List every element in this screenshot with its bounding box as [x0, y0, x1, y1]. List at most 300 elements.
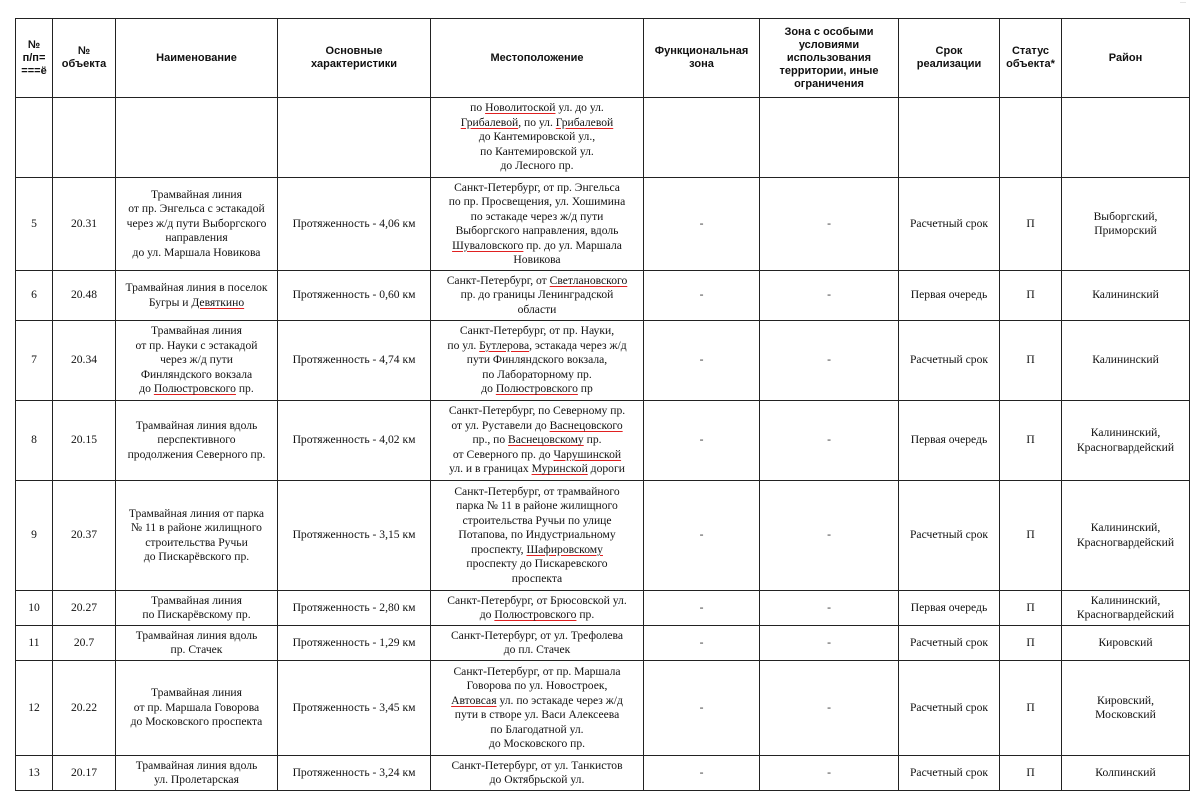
text-fragment: Санкт-Петербург, по Северному пр. — [448, 404, 626, 418]
header-line: № — [27, 38, 41, 51]
cell-status — [1000, 756, 1062, 791]
line — [433, 404, 641, 419]
line: Калининский, — [1090, 521, 1161, 534]
header-characteristics — [278, 19, 431, 98]
header-line: Наименование — [156, 51, 237, 64]
table-row — [16, 321, 1190, 401]
header-row-number — [16, 19, 53, 98]
cell-status-text: П — [1026, 288, 1035, 302]
spellcheck-flagged-word: Муринской — [531, 462, 588, 476]
cell-num-text: 11 — [28, 635, 40, 649]
header-location — [431, 19, 644, 98]
cell-chars — [278, 481, 431, 591]
cell-num-text: 7 — [31, 353, 37, 367]
text-fragment: проспекту до Пискаревского — [466, 557, 608, 571]
table-row — [16, 481, 1190, 591]
header-line: Срок — [935, 45, 963, 57]
header-line: Зона с особыми — [784, 25, 874, 38]
cell-status-text: П — [1026, 765, 1035, 779]
text-fragment: пути Финляндского вокзала, — [466, 353, 608, 367]
cell-term-text: Первая очередь — [910, 600, 988, 614]
cell-location — [431, 756, 644, 791]
cell-term-text: Расчетный срок — [909, 700, 989, 714]
line: перспективного — [157, 433, 236, 447]
text-fragment: до Московского пр. — [488, 737, 586, 750]
header-object-number — [53, 19, 116, 98]
cell-location — [431, 321, 644, 401]
cell-location — [431, 401, 644, 481]
cell-func-zone — [644, 661, 760, 756]
text-fragment: Санкт-Петербург, от ул. Танкистов — [451, 758, 623, 772]
line — [433, 665, 641, 680]
cell-term — [899, 321, 1000, 401]
header-name — [116, 19, 278, 98]
header-line: Район — [1108, 51, 1143, 64]
cell-special-zone-text: - — [827, 700, 831, 714]
cell-obj — [53, 178, 116, 271]
cell-special-zone — [760, 98, 899, 178]
text-fragment: Санкт-Петербург, от пр. Маршала — [453, 664, 621, 678]
text-fragment: по Благодатной ул. — [490, 722, 584, 736]
cell-obj-text: 20.7 — [73, 635, 95, 649]
cell-num — [16, 626, 53, 661]
line — [433, 499, 641, 514]
cell-func-zone — [644, 178, 760, 271]
cell-district — [1062, 271, 1190, 321]
text-fragment: до пл. Стачек — [503, 643, 571, 656]
spellcheck-flagged-word: Грибалевой — [555, 115, 614, 129]
header-row — [16, 19, 1190, 98]
cell-func-zone — [644, 98, 760, 178]
text-fragment: по — [470, 101, 486, 115]
line: Калининский — [1092, 353, 1159, 367]
line: до ул. Маршала Новикова — [132, 245, 261, 259]
line — [433, 116, 641, 131]
line: № 11 в районе жилищного — [131, 521, 262, 534]
cell-obj — [53, 481, 116, 591]
text-fragment: по эстакаде через ж/д пути — [470, 209, 604, 223]
spellcheck-flagged-word: Грибалевой — [460, 115, 519, 129]
cell-chars — [278, 626, 431, 661]
cell-term-text: Расчетный срок — [909, 528, 989, 542]
cell-status — [1000, 626, 1062, 661]
cell-name — [116, 178, 278, 271]
cell-obj — [53, 756, 116, 791]
cell-obj-text: 20.17 — [70, 765, 98, 779]
line: от пр. Науки с эстакадой — [135, 338, 258, 352]
line: ул. Пролетарская — [154, 773, 239, 786]
text-fragment: строительства Ручьи по улице — [462, 513, 612, 527]
cell-term-text: Расчетный срок — [909, 353, 989, 367]
cell-obj — [53, 591, 116, 626]
line: Красногвардейский — [1076, 440, 1175, 454]
line — [433, 694, 641, 709]
line — [433, 419, 641, 434]
cell-term — [899, 401, 1000, 481]
text-fragment: по пр. Просвещения, ул. Хошимина — [448, 195, 626, 208]
line: направления — [165, 231, 228, 245]
cell-special-zone — [760, 756, 899, 791]
cell-name — [116, 401, 278, 481]
cell-obj — [53, 626, 116, 661]
line — [433, 557, 641, 572]
line — [433, 629, 641, 644]
cell-district — [1062, 401, 1190, 481]
text-fragment: Новикова — [513, 253, 561, 266]
cell-func-zone — [644, 626, 760, 661]
line: от пр. Энгельса с эстакадой — [128, 202, 265, 216]
line — [433, 210, 641, 225]
text-fragment: ул. и в границах — [449, 462, 532, 476]
cell-district — [1062, 591, 1190, 626]
cell-status — [1000, 661, 1062, 756]
cell-term — [899, 178, 1000, 271]
line: до Московского проспекта — [130, 715, 263, 729]
header-line: Основные — [325, 45, 383, 57]
line: Приморский — [1094, 224, 1157, 237]
text-fragment: пр. до ул. Маршала — [523, 238, 622, 252]
cell-func-zone — [644, 271, 760, 321]
line — [433, 528, 641, 543]
spellcheck-flagged-word: Автовсая — [451, 693, 497, 707]
line: Трамвайная линия вдоль — [135, 418, 258, 432]
spellcheck-flagged-word: Чарушинской — [553, 447, 622, 461]
line: Трамвайная линия вдоль — [135, 758, 258, 772]
text-fragment: Бугры и — [148, 295, 192, 309]
line — [433, 643, 641, 658]
text-fragment: до Октябрьской ул. — [489, 773, 585, 786]
text-fragment: Потапова, по Индустриальному — [458, 528, 616, 542]
line: Калининский — [1092, 288, 1159, 302]
line: Трамвайная линия вдоль — [135, 628, 258, 642]
spellcheck-flagged-word: Новолитоской — [485, 101, 556, 115]
cell-term — [899, 98, 1000, 178]
cell-func-zone-text: - — [699, 635, 704, 649]
spellcheck-flagged-word: Полюстровского — [494, 608, 577, 621]
header-line: реализации — [916, 58, 982, 70]
header-line: п/п= — [22, 51, 46, 64]
cell-chars-text: Протяженность - 2,80 км — [292, 600, 416, 614]
spellcheck-flagged-word: Васнецовскому — [508, 433, 584, 447]
cell-obj-text: 20.37 — [70, 528, 98, 542]
header-line: ограничения — [794, 77, 864, 90]
line — [433, 239, 641, 254]
cell-status-text: П — [1026, 700, 1035, 714]
text-fragment: Выборгского направления, вдоль — [455, 224, 619, 237]
line — [433, 737, 641, 752]
text-fragment: по Кантемировской ул. — [480, 144, 594, 158]
line: Кировский, — [1096, 693, 1155, 707]
header-line: использования — [786, 51, 872, 64]
cell-chars — [278, 591, 431, 626]
header-term — [899, 19, 1000, 98]
cell-term — [899, 591, 1000, 626]
line: через ж/д пути — [160, 353, 233, 367]
cell-num — [16, 401, 53, 481]
cell-term — [899, 756, 1000, 791]
cell-chars-text: Протяженность - 4,06 км — [292, 216, 416, 230]
cell-name — [116, 756, 278, 791]
header-line: объекта* — [1006, 58, 1055, 70]
cell-special-zone-text: - — [827, 353, 831, 367]
text-fragment: Санкт-Петербург, от пр. Энгельса — [454, 180, 620, 194]
cell-special-zone — [760, 178, 899, 271]
cell-chars — [278, 98, 431, 178]
cell-chars-text: Протяженность - 3,15 км — [292, 528, 416, 542]
cell-name — [116, 321, 278, 401]
cell-status — [1000, 178, 1062, 271]
line — [433, 339, 641, 354]
cell-num — [16, 661, 53, 756]
line: Трамвайная линия — [151, 593, 242, 607]
tram-lines-table — [15, 18, 1190, 791]
line — [433, 543, 641, 558]
cell-special-zone — [760, 626, 899, 661]
text-fragment: до Кантемировской ул., — [478, 130, 596, 144]
table-row — [16, 271, 1190, 321]
cell-obj — [53, 321, 116, 401]
text-fragment: проспекту, — [471, 542, 527, 556]
continuation-row — [16, 98, 1190, 178]
text-fragment: Говорова по ул. Новостроек, — [466, 679, 608, 692]
line — [118, 296, 275, 311]
cell-district — [1062, 481, 1190, 591]
cell-status — [1000, 321, 1062, 401]
cell-special-zone — [760, 271, 899, 321]
cell-obj — [53, 661, 116, 756]
cell-chars-text: Протяженность - 1,29 км — [292, 635, 416, 649]
line — [433, 514, 641, 529]
line — [433, 759, 641, 774]
text-fragment: дороги — [587, 462, 625, 476]
cell-chars-text: Протяженность - 3,45 км — [292, 700, 416, 714]
cell-chars-text: Протяженность - 4,74 км — [292, 353, 416, 367]
cell-obj — [53, 271, 116, 321]
line — [433, 723, 641, 738]
line — [433, 485, 641, 500]
spellcheck-flagged-word: Полюстровского — [153, 382, 236, 396]
cell-special-zone — [760, 661, 899, 756]
spellcheck-flagged-word: Шуваловского — [452, 238, 524, 252]
cell-term-text: Первая очередь — [910, 433, 988, 447]
line — [433, 159, 641, 174]
cell-chars-text: Протяженность - 3,24 км — [292, 765, 416, 779]
cell-name — [116, 271, 278, 321]
cell-chars — [278, 271, 431, 321]
cell-special-zone-text: - — [827, 433, 831, 447]
cell-status — [1000, 591, 1062, 626]
header-district — [1062, 19, 1190, 98]
text-fragment: , эстакада через ж/д — [529, 338, 627, 352]
line — [433, 382, 641, 397]
cell-func-zone-text: - — [699, 433, 704, 447]
cell-func-zone — [644, 401, 760, 481]
cell-chars — [278, 756, 431, 791]
cell-special-zone — [760, 591, 899, 626]
cell-special-zone-text: - — [827, 216, 831, 230]
line — [433, 462, 641, 477]
cell-district — [1062, 178, 1190, 271]
table-row — [16, 401, 1190, 481]
cell-func-zone-text: - — [699, 353, 704, 367]
text-fragment: парка № 11 в районе жилищного — [456, 499, 618, 513]
line: через ж/д пути Выборгского — [126, 216, 267, 230]
line: Красногвардейский — [1076, 608, 1175, 621]
line — [433, 130, 641, 145]
cell-obj — [53, 98, 116, 178]
page-marker: ... — [1180, 0, 1186, 5]
header-line: характеристики — [310, 58, 398, 70]
text-fragment: по Лабораторному пр. — [482, 367, 592, 381]
spellcheck-flagged-word: Бутлерова — [479, 338, 530, 352]
header-line: № — [77, 45, 91, 57]
table-row — [16, 756, 1190, 791]
cell-district — [1062, 661, 1190, 756]
cell-func-zone-text: - — [699, 600, 704, 614]
cell-func-zone-text: - — [699, 700, 704, 714]
cell-num — [16, 481, 53, 591]
cell-num — [16, 178, 53, 271]
line: Колпинский — [1095, 765, 1156, 779]
cell-name — [116, 626, 278, 661]
cell-num-text: 12 — [28, 700, 40, 714]
table-row — [16, 591, 1190, 626]
cell-num-text: 8 — [31, 433, 37, 447]
cell-location — [431, 661, 644, 756]
cell-chars — [278, 661, 431, 756]
text-fragment: по ул. — [447, 338, 480, 352]
text-fragment: до — [139, 382, 154, 396]
cell-location — [431, 626, 644, 661]
line: Калининский, — [1090, 593, 1161, 607]
line: по Пискарёвскому пр. — [142, 608, 251, 621]
line: Выборгский, — [1093, 209, 1158, 223]
header-line: условиями — [798, 38, 860, 51]
line — [433, 181, 641, 196]
cell-obj-text: 20.34 — [70, 353, 98, 367]
line — [433, 274, 641, 289]
cell-term-text: Расчетный срок — [909, 216, 989, 230]
cell-chars — [278, 178, 431, 271]
text-fragment: Санкт-Петербург, от ул. Трефолева — [450, 628, 624, 642]
cell-term — [899, 481, 1000, 591]
cell-status-text: П — [1026, 635, 1035, 649]
header-line: объекта — [61, 58, 107, 70]
cell-district — [1062, 626, 1190, 661]
table-row — [16, 661, 1190, 756]
cell-special-zone-text: - — [827, 635, 831, 649]
spellcheck-flagged-word: Шафировскому — [526, 542, 603, 556]
line — [433, 368, 641, 383]
line: Трамвайная линия от парка — [128, 506, 265, 520]
text-fragment: до — [481, 382, 496, 396]
line: от пр. Маршала Говорова — [133, 700, 260, 714]
cell-func-zone-text: - — [699, 216, 704, 230]
cell-term-text: Расчетный срок — [909, 635, 989, 649]
cell-chars-text: Протяженность - 4,02 км — [292, 433, 416, 447]
text-fragment: Санкт-Петербург, от пр. Науки, — [459, 324, 615, 338]
line — [118, 382, 275, 397]
line: Кировский — [1098, 635, 1153, 649]
header-line: Местоположение — [490, 51, 584, 64]
line — [433, 433, 641, 448]
header-special-zone — [760, 19, 899, 98]
line — [433, 448, 641, 463]
cell-special-zone-text: - — [827, 765, 831, 779]
cell-term-text: Первая очередь — [910, 288, 988, 302]
cell-special-zone — [760, 321, 899, 401]
table-row — [16, 626, 1190, 661]
text-fragment: до — [479, 608, 495, 621]
cell-chars — [278, 401, 431, 481]
cell-name — [116, 661, 278, 756]
cell-num-text: 10 — [28, 600, 40, 614]
line: Красногвардейский — [1076, 535, 1175, 549]
text-fragment: пр. до границы Ленинградской — [460, 288, 614, 302]
cell-num-text: 9 — [31, 528, 37, 542]
header-line: территории, иные — [779, 64, 879, 77]
cell-location — [431, 271, 644, 321]
header-line: ===ё — [21, 64, 47, 77]
cell-location — [431, 481, 644, 591]
line — [433, 773, 641, 788]
cell-location — [431, 178, 644, 271]
text-fragment: пути в створе ул. Васи Алексеева — [454, 708, 620, 721]
header-line: Статус — [1011, 45, 1050, 57]
header-line: Функциональная — [654, 45, 749, 57]
cell-func-zone — [644, 481, 760, 591]
cell-name — [116, 98, 278, 178]
cell-status — [1000, 481, 1062, 591]
text-fragment: ул. до ул. — [555, 101, 604, 115]
cell-special-zone — [760, 481, 899, 591]
cell-name — [116, 591, 278, 626]
line — [433, 145, 641, 160]
line: Трамвайная линия — [151, 686, 242, 700]
text-fragment: пр. — [583, 433, 602, 447]
line — [433, 679, 641, 694]
line — [433, 253, 641, 268]
cell-status-text: П — [1026, 433, 1035, 447]
cell-num — [16, 98, 53, 178]
cell-district — [1062, 98, 1190, 178]
cell-func-zone — [644, 756, 760, 791]
cell-term — [899, 271, 1000, 321]
line — [433, 303, 641, 318]
spellcheck-flagged-word: Васнецовского — [549, 418, 623, 432]
line — [433, 353, 641, 368]
cell-obj — [53, 401, 116, 481]
line — [433, 195, 641, 210]
cell-func-zone-text: - — [699, 528, 704, 542]
header-status — [1000, 19, 1062, 98]
line — [433, 101, 641, 116]
cell-num — [16, 271, 53, 321]
text-fragment: пр., по — [472, 433, 509, 447]
cell-district — [1062, 321, 1190, 401]
cell-obj-text: 20.15 — [70, 433, 98, 447]
cell-func-zone-text: - — [699, 765, 704, 779]
line: до Пискарёвского пр. — [143, 550, 250, 563]
line — [433, 572, 641, 587]
cell-status-text: П — [1026, 528, 1035, 542]
line: Трамвайная линия в поселок — [125, 281, 268, 294]
cell-func-zone — [644, 591, 760, 626]
line: Московский — [1095, 708, 1156, 721]
line: Калининский, — [1090, 426, 1161, 439]
text-fragment: пр — [577, 382, 593, 396]
cell-obj-text: 20.31 — [70, 216, 98, 230]
